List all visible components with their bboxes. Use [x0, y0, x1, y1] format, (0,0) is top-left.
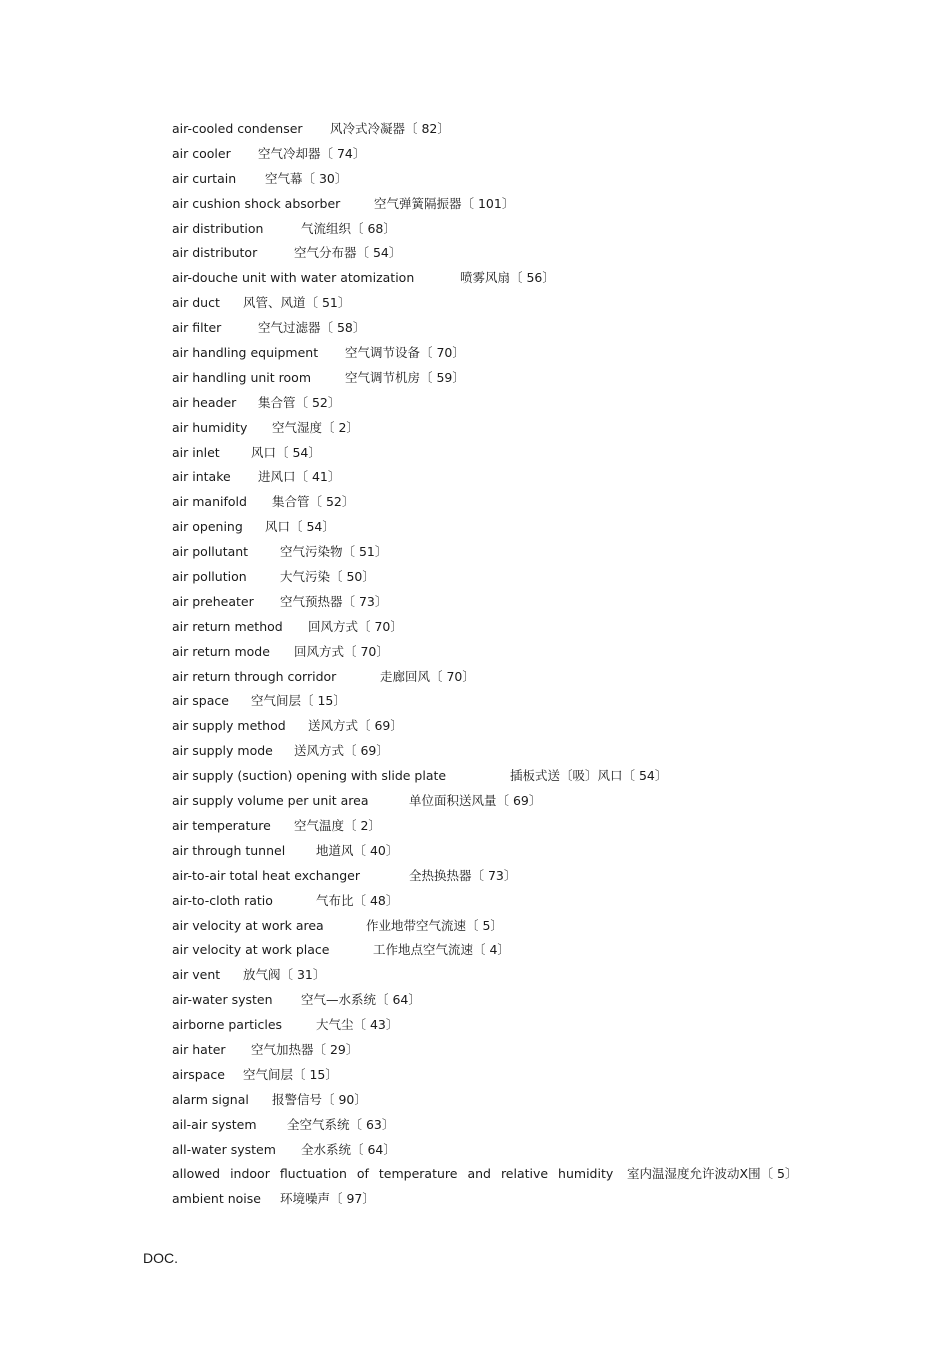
glossary-entry — [0, 142, 950, 167]
entry-term: air distribution — [172, 220, 264, 236]
entry-term: air cushion shock absorber — [172, 195, 341, 211]
glossary-entry — [0, 1162, 950, 1187]
entry-term: air pollution — [172, 569, 247, 585]
glossary-entry — [0, 739, 950, 764]
entry-term: airborne particles — [172, 1017, 283, 1033]
glossary-entry — [0, 316, 950, 341]
entry-translation: 地道风〔 40〕 — [316, 842, 399, 858]
entry-translation: 环境噪声〔 97〕 — [280, 1191, 375, 1207]
glossary-entry — [0, 864, 950, 889]
entry-translation: 空气调节设备〔 70〕 — [345, 345, 465, 361]
glossary-entry — [0, 963, 950, 988]
entry-translation: 风管、风道〔 51〕 — [243, 295, 351, 311]
entry-term: air-to-cloth ratio — [172, 892, 273, 908]
entry-term: airspace — [172, 1066, 225, 1082]
entry-term: air-water systen — [172, 992, 273, 1008]
entry-term: air supply mode — [172, 743, 273, 759]
glossary-entry — [0, 540, 950, 565]
glossary-entry — [0, 889, 950, 914]
glossary-list — [0, 117, 950, 1212]
entry-translation: 气流组织〔 68〕 — [301, 220, 396, 236]
entry-term: allowed indoor fluctuation of temperature and relative humidity — [172, 1166, 614, 1182]
entry-translation: 空气过滤器〔 58〕 — [258, 320, 366, 336]
glossary-entry — [0, 1013, 950, 1038]
glossary-entry — [0, 988, 950, 1013]
glossary-entry — [0, 764, 950, 789]
document-footer: DOC. — [143, 1250, 178, 1266]
entry-translation: 单位面积送风量〔 69〕 — [409, 793, 542, 809]
glossary-entry — [0, 217, 950, 242]
glossary-entry — [0, 465, 950, 490]
entry-translation: 空气预热器〔 73〕 — [280, 593, 388, 609]
entry-translation: 空气间层〔 15〕 — [243, 1066, 338, 1082]
entry-translation: 放气阀〔 31〕 — [243, 967, 326, 983]
entry-term: air curtain — [172, 170, 237, 186]
entry-term: air-douche unit with water atomization — [172, 270, 415, 286]
glossary-entry — [0, 814, 950, 839]
entry-translation: 送风方式〔 69〕 — [308, 718, 403, 734]
entry-term: air velocity at work place — [172, 942, 330, 958]
glossary-entry — [0, 391, 950, 416]
entry-translation: 空气幕〔 30〕 — [265, 170, 348, 186]
entry-translation: 空气冷却器〔 74〕 — [258, 145, 366, 161]
entry-translation: 空气调节机房〔 59〕 — [345, 369, 465, 385]
entry-translation: 空气弹簧隔振器〔 101〕 — [374, 195, 515, 211]
entry-translation: 全水系统〔 64〕 — [301, 1141, 396, 1157]
entry-translation: 报警信号〔 90〕 — [272, 1091, 367, 1107]
entry-translation: 空气污染物〔 51〕 — [280, 544, 388, 560]
entry-translation: 全空气系统〔 63〕 — [287, 1116, 395, 1132]
glossary-entry — [0, 839, 950, 864]
entry-term: air velocity at work area — [172, 917, 324, 933]
entry-translation: 气布比〔 48〕 — [316, 892, 399, 908]
glossary-entry — [0, 341, 950, 366]
entry-term: air preheater — [172, 593, 254, 609]
glossary-entry — [0, 441, 950, 466]
entry-translation: 进风口〔 41〕 — [258, 469, 341, 485]
glossary-entry — [0, 565, 950, 590]
entry-term: ail-air system — [172, 1116, 257, 1132]
entry-term: air humidity — [172, 419, 248, 435]
entry-translation: 插板式送〔吸〕风口〔 54〕 — [510, 768, 668, 784]
glossary-entry — [0, 1088, 950, 1113]
glossary-entry — [0, 241, 950, 266]
entry-term: air-to-air total heat exchanger — [172, 867, 361, 883]
entry-term: air handling equipment — [172, 345, 319, 361]
entry-term: air manifold — [172, 494, 247, 510]
entry-term: alarm signal — [172, 1091, 249, 1107]
entry-term: air through tunnel — [172, 842, 286, 858]
entry-term: air intake — [172, 469, 231, 485]
entry-term: air space — [172, 693, 229, 709]
entry-term: air return method — [172, 618, 283, 634]
entry-translation: 空气间层〔 15〕 — [251, 693, 346, 709]
entry-term: air return mode — [172, 643, 270, 659]
entry-term: air return through corridor — [172, 668, 337, 684]
entry-term: air distributor — [172, 245, 258, 261]
entry-translation: 工作地点空气流速〔 4〕 — [373, 942, 510, 958]
glossary-entry — [0, 640, 950, 665]
glossary-entry — [0, 1038, 950, 1063]
entry-term: air vent — [172, 967, 221, 983]
entry-term: air filter — [172, 320, 222, 336]
entry-translation: 风口〔 54〕 — [251, 444, 321, 460]
glossary-entry — [0, 266, 950, 291]
entry-term: air temperature — [172, 817, 271, 833]
glossary-entry — [0, 515, 950, 540]
entry-term: all-water system — [172, 1141, 276, 1157]
entry-translation: 大气污染〔 50〕 — [280, 569, 375, 585]
glossary-entry — [0, 665, 950, 690]
glossary-entry — [0, 1063, 950, 1088]
glossary-entry — [0, 789, 950, 814]
entry-translation: 喷雾风扇〔 56〕 — [460, 270, 555, 286]
glossary-entry — [0, 689, 950, 714]
entry-translation: 空气湿度〔 2〕 — [272, 419, 359, 435]
entry-translation: 回风方式〔 70〕 — [308, 618, 403, 634]
entry-term: air inlet — [172, 444, 220, 460]
entry-translation: 大气尘〔 43〕 — [316, 1017, 399, 1033]
glossary-entry — [0, 416, 950, 441]
entry-term: air duct — [172, 295, 220, 311]
entry-term: air supply method — [172, 718, 286, 734]
entry-translation: 室内温湿度允许波动X围〔 5〕 — [627, 1166, 798, 1182]
entry-translation: 集合管〔 52〕 — [272, 494, 355, 510]
glossary-entry — [0, 914, 950, 939]
glossary-entry — [0, 1113, 950, 1138]
entry-term: air supply volume per unit area — [172, 793, 369, 809]
entry-translation: 风冷式冷凝器〔 82〕 — [330, 121, 450, 136]
entry-translation: 作业地带空气流速〔 5〕 — [366, 917, 503, 933]
glossary-entry — [0, 590, 950, 615]
glossary-entry — [0, 1138, 950, 1163]
entry-term: air hater — [172, 1041, 226, 1057]
entry-translation: 空气温度〔 2〕 — [294, 817, 381, 833]
entry-term: air opening — [172, 519, 243, 535]
entry-translation: 走廊回风〔 70〕 — [380, 668, 475, 684]
entry-translation: 集合管〔 52〕 — [258, 394, 341, 410]
entry-translation: 送风方式〔 69〕 — [294, 743, 389, 759]
glossary-entry — [0, 938, 950, 963]
entry-term: air-cooled condenser — [172, 121, 303, 136]
entry-translation: 空气—水系统〔 64〕 — [301, 992, 421, 1008]
glossary-entry — [0, 117, 950, 142]
entry-translation: 风口〔 54〕 — [265, 519, 335, 535]
entry-term: air cooler — [172, 145, 231, 161]
glossary-entry — [0, 1187, 950, 1212]
glossary-entry — [0, 615, 950, 640]
glossary-entry — [0, 192, 950, 217]
entry-term: air supply (suction) opening with slide plate — [172, 768, 447, 784]
entry-term: ambient noise — [172, 1191, 261, 1207]
glossary-entry — [0, 167, 950, 192]
entry-translation: 全热换热器〔 73〕 — [409, 867, 517, 883]
entry-translation: 回风方式〔 70〕 — [294, 643, 389, 659]
entry-translation: 空气加热器〔 29〕 — [251, 1041, 359, 1057]
glossary-entry — [0, 490, 950, 515]
entry-term: air handling unit room — [172, 369, 311, 385]
glossary-entry — [0, 291, 950, 316]
glossary-entry — [0, 366, 950, 391]
glossary-entry — [0, 714, 950, 739]
entry-term: air pollutant — [172, 544, 249, 560]
entry-translation: 空气分布器〔 54〕 — [294, 245, 402, 261]
entry-term: air header — [172, 394, 237, 410]
